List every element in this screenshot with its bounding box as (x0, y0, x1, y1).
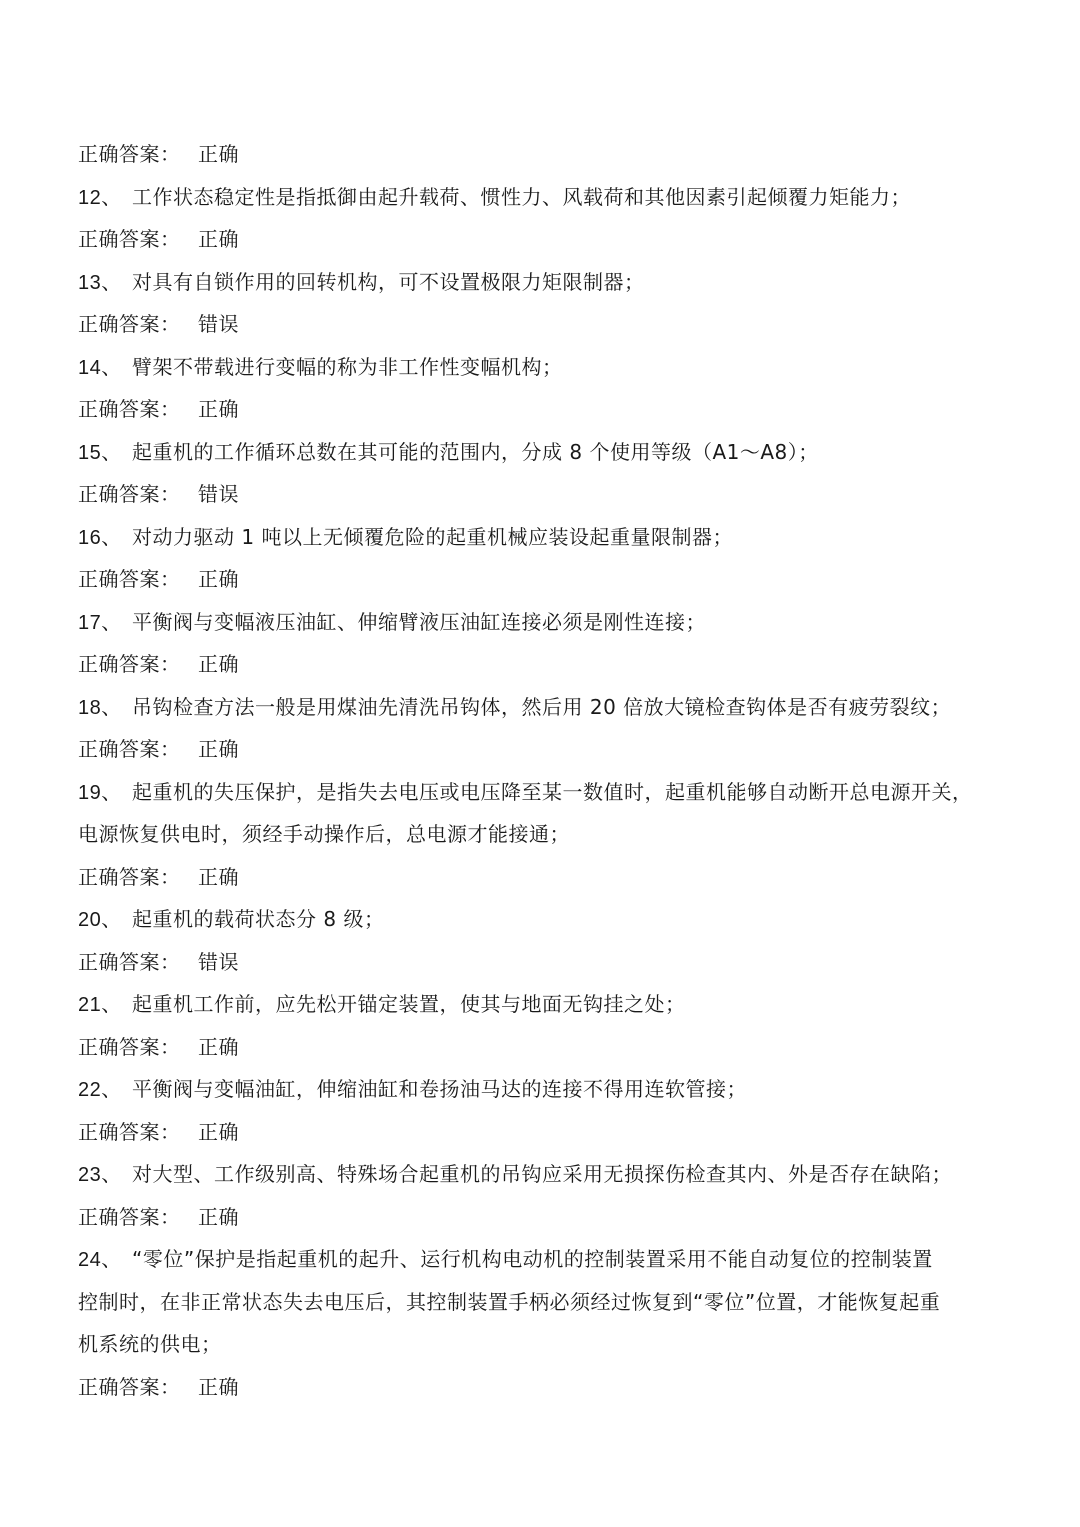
answer-value: 正确 (198, 652, 239, 676)
question-line (78, 1153, 1020, 1196)
question-number: 13、 (78, 271, 122, 294)
answer-value: 正确 (198, 567, 239, 591)
answer-value: 错误 (198, 312, 239, 336)
question-text-line: 电源恢复供电时，须经手动操作后，总电源才能接通； (78, 822, 570, 846)
answer-label: 正确答案： (78, 227, 181, 251)
question-number: 22、 (78, 1079, 122, 1101)
answer-label: 正确答案： (78, 312, 181, 336)
question-line (78, 686, 1020, 729)
question-text: 平衡阀与变幅液压油缸、伸缩臂液压油缸连接必须是刚性连接； (132, 609, 706, 634)
answer-label: 正确答案： (78, 864, 181, 889)
question-line (78, 346, 1020, 389)
question-number: 14、 (78, 356, 122, 379)
answer-line (78, 643, 1020, 686)
question-number: 17、 (78, 611, 122, 634)
answer-line (78, 388, 1020, 431)
answer-label: 正确答案： (78, 397, 181, 421)
question-number: 12、 (78, 186, 122, 209)
question-line (78, 983, 1020, 1026)
answer-line (78, 473, 1020, 516)
question-text: 对大型、工作级别高、特殊场合起重机的吊钩应采用无损探伤检查其内、外是否存在缺陷； (132, 1162, 952, 1186)
question-continuation-line (78, 1323, 1020, 1366)
question-number: 23、 (78, 1164, 122, 1186)
question-continuation-line (78, 813, 1020, 856)
question-line (78, 516, 1020, 559)
question-text-line: “零位”保护是指起重机的起升、运行机构电动机的控制装置采用不能自动复位的控制装置 (132, 1247, 933, 1271)
question-text: 对具有自锁作用的回转机构，可不设置极限力矩限制器； (132, 269, 645, 294)
answer-value: 正确 (198, 397, 239, 421)
answer-value: 错误 (198, 482, 239, 506)
question-number: 21、 (78, 994, 122, 1016)
answer-value: 正确 (198, 142, 239, 166)
question-line (78, 1238, 1020, 1281)
question-line (78, 261, 1020, 304)
question-text: 吊钩检查方法一般是用煤油先清洗吊钩体，然后用 20 倍放大镜检查钩体是否有疲劳裂纹； (132, 694, 952, 719)
answer-line (78, 558, 1020, 601)
answer-label: 正确答案： (78, 142, 181, 166)
question-line (78, 431, 1020, 474)
question-continuation-line (78, 1281, 1020, 1324)
question-number: 16、 (78, 526, 122, 549)
answer-value: 正确 (198, 1034, 239, 1059)
question-text-line: 起重机的失压保护，是指失去电压或电压降至某一数值时，起重机能够自动断开总电源开关， (132, 779, 973, 804)
answer-line (78, 133, 1020, 176)
question-line (78, 771, 1020, 814)
answer-line (78, 728, 1020, 771)
question-line (78, 898, 1020, 941)
question-line (78, 176, 1020, 219)
question-line (78, 1068, 1020, 1111)
answer-label: 正确答案： (78, 652, 181, 676)
question-number: 24、 (78, 1249, 122, 1271)
answer-label: 正确答案： (78, 1034, 181, 1059)
question-number: 20、 (78, 909, 122, 931)
question-text: 起重机的载荷状态分 8 级； (132, 907, 385, 931)
question-text: 起重机工作前，应先松开锚定装置，使其与地面无钩挂之处； (132, 992, 686, 1016)
answer-line (78, 1026, 1020, 1069)
answer-value: 正确 (198, 737, 239, 761)
answer-value: 正确 (198, 1119, 239, 1144)
question-text: 起重机的工作循环总数在其可能的范围内，分成 8 个使用等级（A1～A8）； (132, 439, 819, 464)
answer-line (78, 303, 1020, 346)
answer-label: 正确答案： (78, 1374, 181, 1399)
answer-value: 错误 (198, 949, 239, 974)
answer-label: 正确答案： (78, 737, 181, 761)
question-line (78, 601, 1020, 644)
answer-line (78, 941, 1020, 984)
answer-line (78, 856, 1020, 899)
answer-label: 正确答案： (78, 482, 181, 506)
answer-line (78, 1196, 1020, 1239)
answer-value: 正确 (198, 227, 239, 251)
question-text: 平衡阀与变幅油缸，伸缩油缸和卷扬油马达的连接不得用连软管接； (132, 1077, 747, 1101)
question-text: 工作状态稳定性是指抵御由起升载荷、惯性力、风载荷和其他因素引起倾覆力矩能力； (132, 184, 911, 209)
question-text-line: 控制时，在非正常状态失去电压后，其控制装置手柄必须经过恢复到“零位”位置，才能恢复起重 (78, 1289, 941, 1314)
answer-label: 正确答案： (78, 1119, 181, 1144)
answer-label: 正确答案： (78, 1204, 181, 1229)
answer-label: 正确答案： (78, 567, 181, 591)
question-number: 19、 (78, 781, 122, 804)
answer-label: 正确答案： (78, 949, 181, 974)
answer-value: 正确 (198, 864, 239, 889)
answer-line (78, 1111, 1020, 1154)
answer-line (78, 218, 1020, 261)
question-text-line: 机系统的供电； (78, 1332, 222, 1356)
question-text: 臂架不带载进行变幅的称为非工作性变幅机构； (132, 354, 563, 379)
question-number: 18、 (78, 696, 122, 719)
question-text: 对动力驱动 1 吨以上无倾覆危险的起重机械应装设起重量限制器； (132, 524, 733, 549)
answer-value: 正确 (198, 1204, 239, 1229)
question-number: 15、 (78, 441, 122, 464)
answer-line (78, 1366, 1020, 1409)
answer-value: 正确 (198, 1374, 239, 1399)
